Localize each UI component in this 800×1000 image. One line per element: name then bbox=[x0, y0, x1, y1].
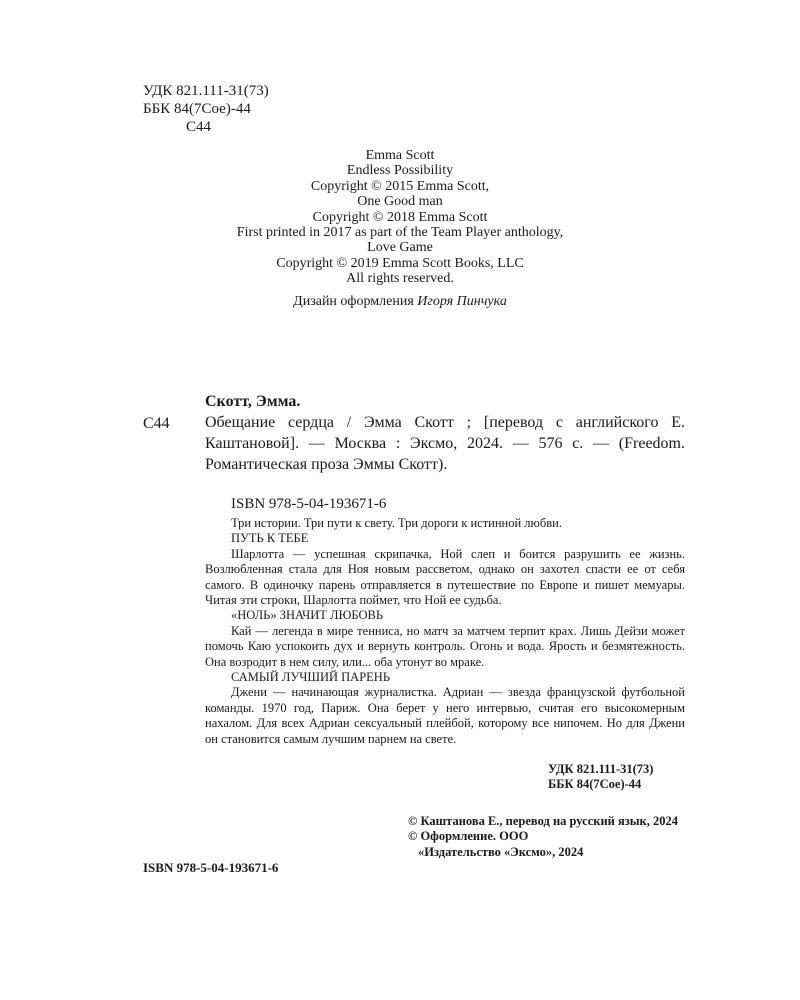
credit-line: Emma Scott bbox=[365, 148, 435, 163]
copyright-notices bbox=[408, 814, 688, 860]
annotation-intro: Три истории. Три пути к свету. Три дороги к истинной любви. bbox=[231, 516, 562, 530]
udk-code: УДК 821.111-31(73) bbox=[548, 762, 654, 776]
credit-line: Love Game bbox=[367, 240, 433, 256]
bibliographic-description: Обещание сердца / Эмма Скотт ; [перевод с английского Е. Каштановой]. — Москва : Эксмо, 2024. — 576 с. — (Freedom. Романтическая проза Эммы Скотт). bbox=[205, 414, 685, 473]
story-text: Джени — начинающая журналистка. Адриан — звезда французской футбольной команды. 1970 год, Париж. Она берет у него интервью, считая его высокомерным нахалом. Для всех Адриан сексуальный плейбой, которому все нипочем. Но для Джени он становится самым лучшим парнем на свете. bbox=[205, 685, 685, 746]
author-mark: С44 bbox=[186, 119, 212, 135]
bottom-isbn: ISBN 978-5-04-193671-6 bbox=[143, 860, 279, 875]
design-copyright: © Оформление. ООО bbox=[408, 829, 529, 844]
credit-line: First printed in 2017 as part of the Team Player anthology, bbox=[236, 225, 564, 241]
design-credit bbox=[150, 294, 650, 310]
design-label: Дизайн оформления bbox=[293, 294, 414, 309]
top-classification-codes bbox=[143, 82, 269, 136]
annotation bbox=[205, 516, 685, 747]
credit-line: Copyright © 2018 Emma Scott bbox=[312, 209, 488, 225]
story-text: Кай — легенда в мире тенниса, но матч за матчем терпит крах. Лишь Дейзи может помочь Каю успокоить дух и вернуть контроль. Огонь и вода. Ярость и безмятежность. Она возродит в нем силу, или... оба утонут во мраке. bbox=[205, 623, 685, 669]
story-title: САМЫЙ ЛУЧШИЙ ПАРЕНЬ bbox=[231, 670, 390, 685]
credit-line: All rights reserved. bbox=[346, 271, 454, 287]
designer-name: Игоря Пинчука bbox=[417, 294, 507, 309]
story-text: Шарлотта — успешная скрипачка, Ной слеп и боится разрушить ее жизнь. Возлюбленная стала для Ноя новым рассветом, однако он захотел спасти ее от себя самого. В одиночку парень отправляется в путешествие по Европе и пишет мемуары. Читая эти строки, Шарлотта поймет, что Ной ее судьба. bbox=[205, 546, 685, 608]
publisher-copyright: «Издательство «Эксмо», 2024 bbox=[418, 844, 584, 859]
catalog-mark: С44 bbox=[143, 415, 170, 432]
credit-line: Copyright © 2019 Emma Scott Books, LLC bbox=[276, 255, 524, 271]
credit-line: One Good man bbox=[357, 194, 443, 210]
bbk-code: ББК 84(7Сое)-44 bbox=[143, 101, 251, 117]
credit-line: Endless Possibility bbox=[346, 163, 454, 179]
original-credits bbox=[150, 148, 650, 287]
bottom-classification-codes bbox=[548, 762, 653, 793]
catalog-isbn: ISBN 978-5-04-193671-6 bbox=[231, 496, 387, 512]
credit-line: Copyright © 2015 Emma Scott, bbox=[310, 178, 490, 194]
catalog-author: Скотт, Эмма. bbox=[205, 393, 301, 410]
translation-copyright: © Каштанова Е., перевод на русский язык, 2024 bbox=[408, 814, 678, 828]
story-title: «НОЛЬ» ЗНАЧИТ ЛЮБОВЬ bbox=[231, 608, 384, 623]
udk-code: УДК 821.111-31(73) bbox=[143, 83, 269, 99]
bbk-code: ББК 84(7Сое)-44 bbox=[548, 777, 642, 792]
story-title: ПУТЬ К ТЕБЕ bbox=[231, 531, 309, 546]
